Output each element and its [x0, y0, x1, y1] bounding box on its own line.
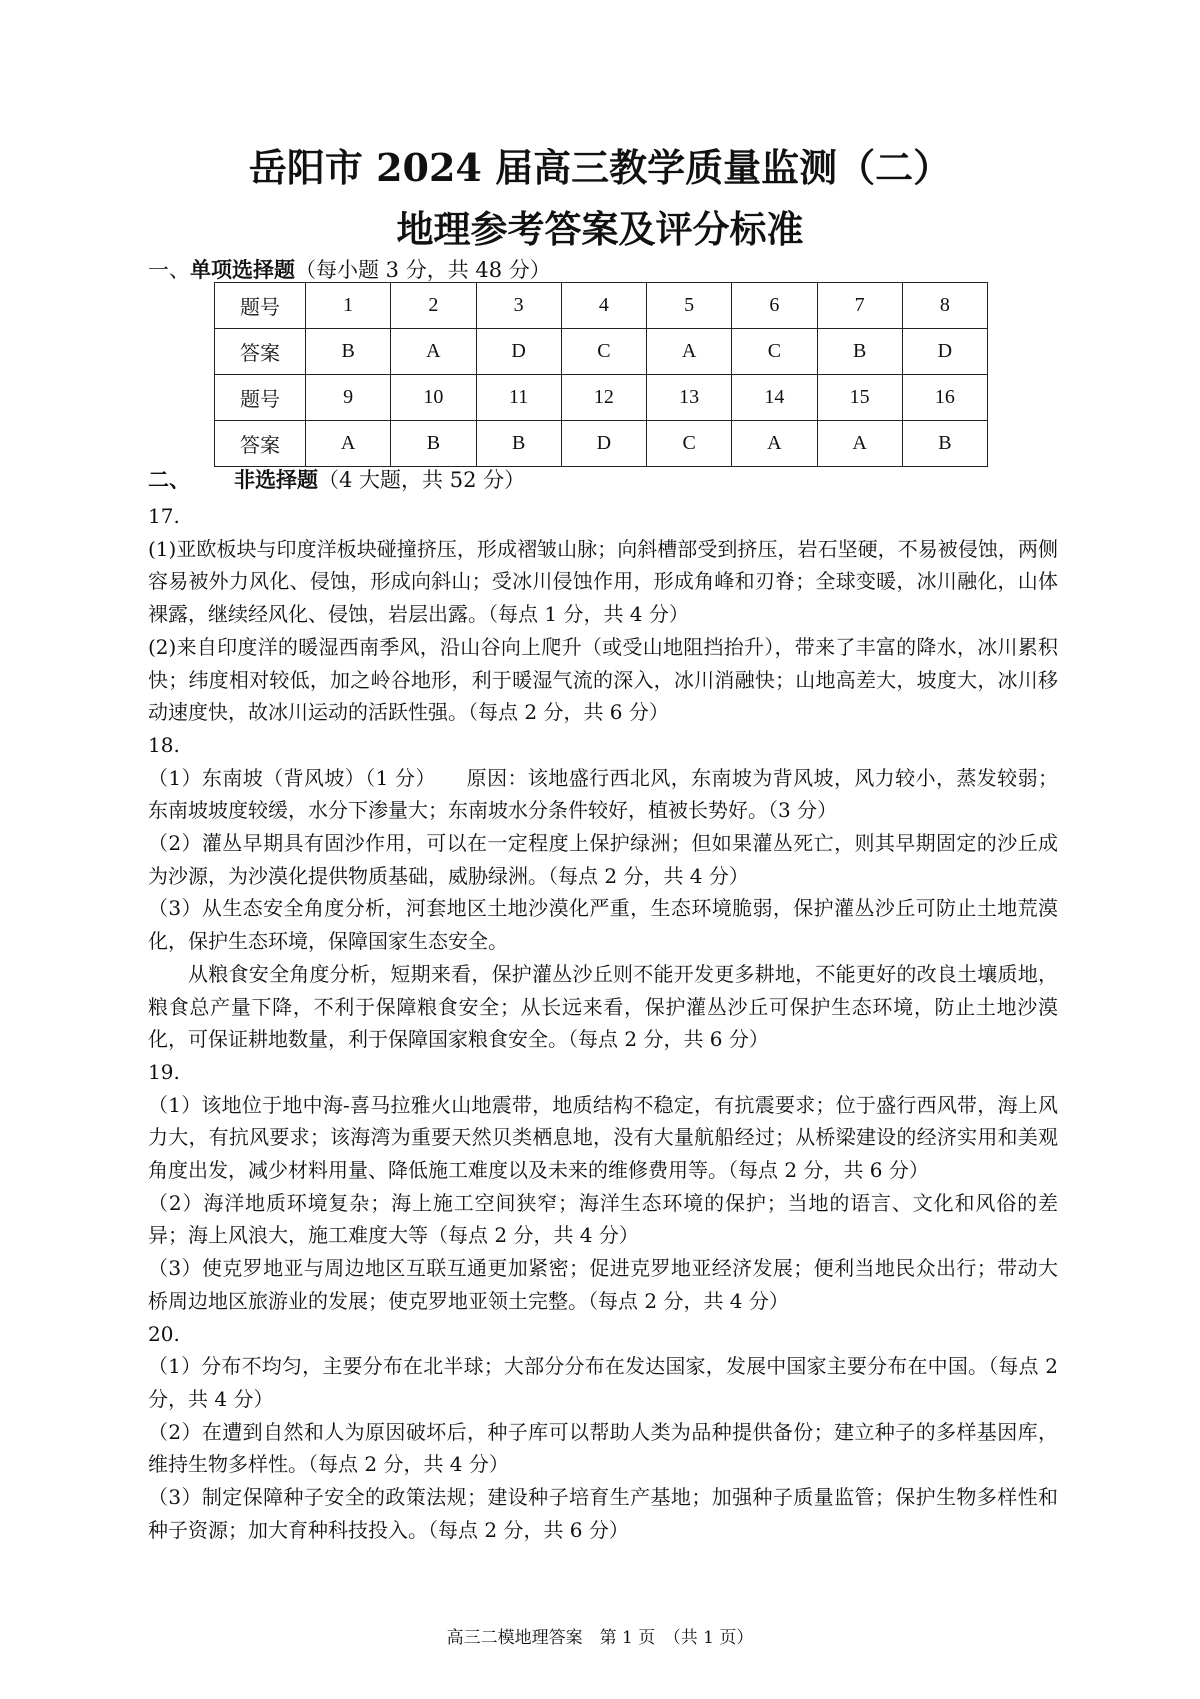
table-row	[215, 283, 988, 329]
table-cell: 7	[817, 283, 902, 329]
answer-table	[214, 282, 988, 467]
table-cell: A	[817, 421, 902, 467]
page-subtitle: 地理参考答案及评分标准	[396, 207, 804, 251]
table-cell: A	[732, 421, 817, 467]
section-1-note: （每小题 3 分，共 48 分）	[295, 258, 551, 282]
question-18-part-2: （2）灌丛早期具有固沙作用，可以在一定程度上保护绿洲；但如果灌丛死亡，则其早期固定的沙丘成为沙源，为沙漠化提供物质基础，威胁绿洲。（每点 2 分，共 4 分）	[148, 831, 1058, 888]
page-title: 岳阳市 2024 届高三教学质量监测（二）	[248, 145, 952, 190]
table-cell: 4	[561, 283, 646, 329]
table-cell: B	[306, 329, 391, 375]
question-18-part-3-continued: 从粮食安全角度分析，短期来看，保护灌丛沙丘则不能开发更多耕地，不能更好的改良土壤质地，粮食总产量下降，不利于保障粮食安全；从长远来看，保护灌丛沙丘可保护生态环境，防止土地沙漠化，可保证耕地数量，利于保障国家粮食安全。（每点 2 分，共 6 分）	[148, 961, 1058, 1052]
row-label: 题号	[215, 283, 306, 329]
table-cell: 5	[647, 283, 732, 329]
row-label: 答案	[215, 329, 306, 375]
table-cell: B	[902, 421, 987, 467]
table-cell: 2	[391, 283, 476, 329]
question-18-part-1: （1）东南坡（背风坡）（1 分） 原因：该地盛行西北风，东南坡为背风坡，风力较小，蒸发较弱；东南坡坡度较缓，水分下渗量大；东南坡水分条件较好，植被长势好。（3 分）	[148, 765, 1058, 823]
question-17-number: 17.	[148, 504, 180, 528]
question-18-part-3: （3）从生态安全角度分析，河套地区土地沙漠化严重，生态环境脆弱，保护灌丛沙丘可防止土地荒漠化，保护生态环境，保障国家生态安全。	[148, 896, 1058, 954]
table-cell: D	[902, 329, 987, 375]
row-label: 题号	[215, 375, 306, 421]
table-row	[215, 375, 988, 421]
answers-body	[148, 500, 1058, 1547]
table-cell: B	[476, 421, 561, 467]
table-row	[215, 421, 988, 467]
section-2-number: 二、	[148, 467, 190, 492]
table-cell: 14	[732, 375, 817, 421]
table-cell: D	[561, 421, 646, 467]
table-cell: B	[391, 421, 476, 467]
table-cell: C	[561, 329, 646, 375]
question-19-part-3: （3）使克罗地亚与周边地区互联互通更加紧密；促进克罗地亚经济发展；便利当地民众出行；带动大桥周边地区旅游业的发展；使克罗地亚领土完整。（每点 2 分，共 4 分）	[148, 1256, 1058, 1313]
table-cell: 13	[647, 375, 732, 421]
section-2-note: （4 大题，共 52 分）	[318, 468, 526, 492]
question-20-part-3: （3）制定保障种子安全的政策法规；建设种子培育生产基地；加强种子质量监管；保护生物多样性和种子资源；加大育种科技投入。（每点 2 分，共 6 分）	[148, 1485, 1058, 1542]
question-17-part-2: (2)来自印度洋的暖湿西南季风，沿山谷向上爬升（或受山地阻挡抬升），带来了丰富的降水，冰川累积快；纬度相对较低，加之岭谷地形，利于暖湿气流的深入，冰川消融快；山地高差大，坡度大，冰川移动速度快，故冰川运动的活跃性强。（每点 2 分，共 6 分）	[148, 634, 1058, 725]
table-cell: 1	[306, 283, 391, 329]
table-cell: B	[817, 329, 902, 375]
table-cell: A	[647, 329, 732, 375]
table-cell: A	[391, 329, 476, 375]
table-cell: 12	[561, 375, 646, 421]
table-cell: 3	[476, 283, 561, 329]
question-20-part-1: （1）分布不均匀，主要分布在北半球；大部分分布在发达国家，发展中国家主要分布在中国。（每点 2 分，共 4 分）	[148, 1354, 1058, 1411]
question-19-number: 19.	[148, 1059, 180, 1084]
question-18-number: 18.	[148, 732, 180, 757]
section-2-lead: 非选择题	[234, 467, 318, 492]
section-1-heading	[148, 255, 551, 285]
table-cell: 10	[391, 375, 476, 421]
section-2-heading	[148, 465, 525, 495]
table-cell: 11	[476, 375, 561, 421]
table-cell: 8	[902, 283, 987, 329]
row-label: 答案	[215, 421, 306, 467]
table-cell: D	[476, 329, 561, 375]
page-footer: 高三二模地理答案 第 1 页 （共 1 页）	[446, 1628, 754, 1648]
table-cell: 9	[306, 375, 391, 421]
table-cell: A	[306, 421, 391, 467]
table-cell: C	[647, 421, 732, 467]
question-19-part-2: （2）海洋地质环境复杂；海上施工空间狭窄；海洋生态环境的保护；当地的语言、文化和风俗的差异；海上风浪大，施工难度大等（每点 2 分，共 4 分）	[148, 1190, 1058, 1248]
question-20-number: 20.	[148, 1321, 180, 1346]
table-cell: C	[732, 329, 817, 375]
table-row	[215, 329, 988, 375]
section-1-number: 一、	[148, 258, 190, 282]
question-17-part-1: (1)亚欧板块与印度洋板块碰撞挤压，形成褶皱山脉；向斜槽部受到挤压，岩石坚硬，不易被侵蚀，两侧容易被外力风化、侵蚀，形成向斜山；受冰川侵蚀作用，形成角峰和刃脊；全球变暖，冰川融化，山体裸露，继续经风化、侵蚀，岩层出露。（每点 1 分，共 4 分）	[148, 536, 1058, 627]
question-19-part-1: （1）该地位于地中海-喜马拉雅火山地震带，地质结构不稳定，有抗震要求；位于盛行西风带，海上风力大，有抗风要求；该海湾为重要天然贝类栖息地，没有大量航船经过；从桥梁建设的经济实用和美观角度出发，减少材料用量、降低施工难度以及未来的维修费用等。（每点 2 分，共 6 分）	[148, 1092, 1058, 1183]
table-cell: 16	[902, 375, 987, 421]
table-cell: 15	[817, 375, 902, 421]
table-cell: 6	[732, 283, 817, 329]
section-1-lead: 单项选择题	[190, 257, 295, 282]
question-20-part-2: （2）在遭到自然和人为原因破坏后，种子库可以帮助人类为品种提供备份；建立种子的多样基因库，维持生物多样性。（每点 2 分，共 4 分）	[148, 1419, 1058, 1477]
